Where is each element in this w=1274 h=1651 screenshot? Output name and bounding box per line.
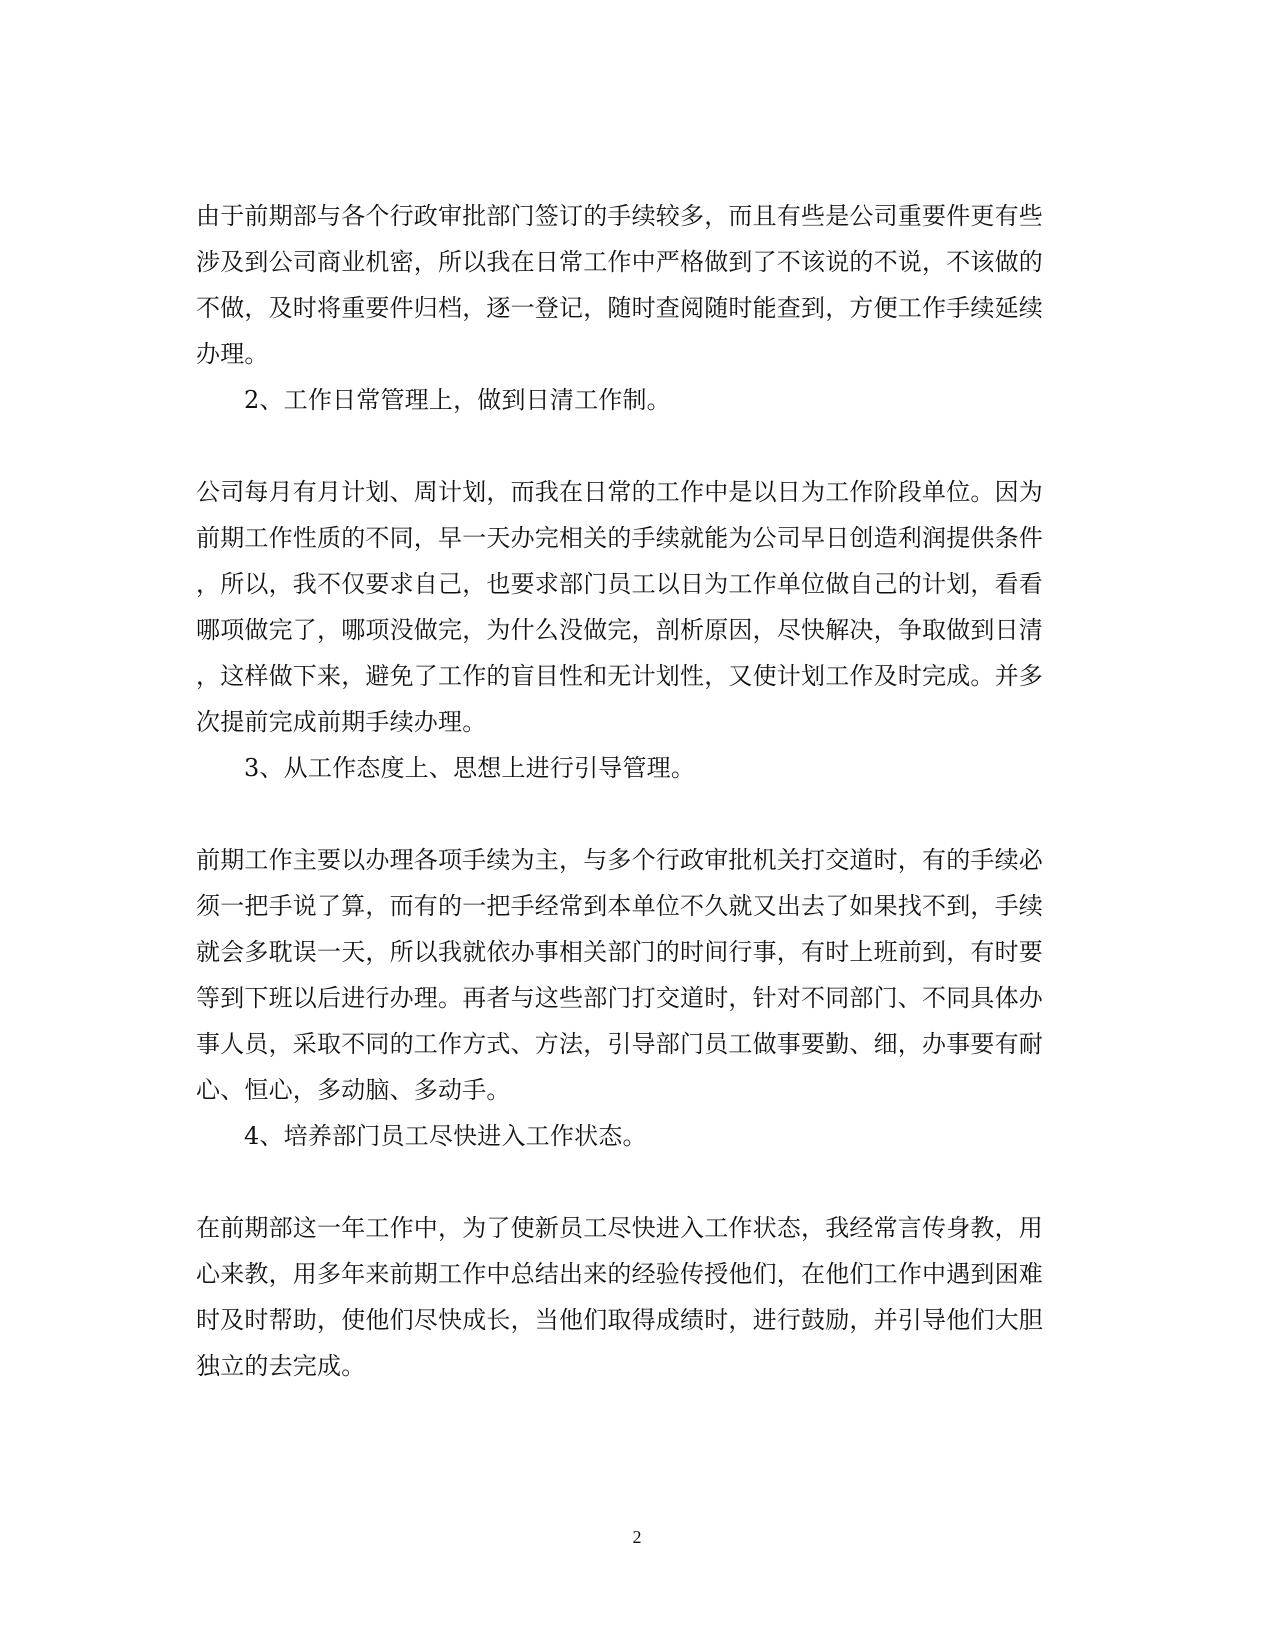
body-text-line: 事人员，采取不同的工作方式、方法，引导部门员工做事要勤、细，办事要有耐 [196,1030,1043,1058]
body-text-line: 公司每月有月计划、周计划，而我在日常的工作中是以日为工作阶段单位。因为 [196,478,1043,506]
body-text-line: 心、恒心，多动脑、多动手。 [196,1076,511,1104]
body-text-line: 独立的去完成。 [196,1352,366,1380]
body-text-line: 须一把手说了算，而有的一把手经常到本单位不久就又出去了如果找不到，手续 [196,892,1043,920]
page-number: 2 [632,1527,642,1547]
body-text-line: 前期工作主要以办理各项手续为主，与多个行政审批机关打交道时，有的手续必 [196,846,1043,874]
body-text-line: 心来教，用多年来前期工作中总结出来的经验传授他们，在他们工作中遇到困难 [196,1260,1043,1288]
body-text-line: 次提前完成前期手续办理。 [196,708,487,736]
body-text-line: ，这样做下来，避免了工作的盲目性和无计划性，又使计划工作及时完成。并多 [196,662,1043,690]
body-text-line: ，所以，我不仅要求自己，也要求部门员工以日为工作单位做自己的计划，看看 [196,570,1043,598]
body-text-line: 前期工作性质的不同，早一天办完相关的手续就能为公司早日创造利润提供条件 [196,524,1043,552]
body-text-line: 就会多耽误一天，所以我就依办事相关部门的时间行事，有时上班前到，有时要 [196,938,1043,966]
section-heading: 4、培养部门员工尽快进入工作状态。 [244,1122,647,1150]
body-text-line: 等到下班以后进行办理。再者与这些部门打交道时，针对不同部门、不同具体办 [196,984,1043,1012]
body-text-line: 哪项做完了，哪项没做完，为什么没做完，剖析原因，尽快解决，争取做到日清 [196,616,1043,644]
body-text-line: 由于前期部与各个行政审批部门签订的手续较多，而且有些是公司重要件更有些 [196,202,1043,230]
body-text-line: 不做，及时将重要件归档，逐一登记，随时查阅随时能查到，方便工作手续延续 [196,294,1043,322]
body-text-line: 在前期部这一年工作中，为了使新员工尽快进入工作状态，我经常言传身教，用 [196,1214,1043,1242]
section-heading: 3、从工作态度上、思想上进行引导管理。 [244,754,696,782]
body-text-line: 时及时帮助，使他们尽快成长，当他们取得成绩时，进行鼓励，并引导他们大胆 [196,1306,1043,1334]
body-text-line: 涉及到公司商业机密，所以我在日常工作中严格做到了不该说的不说，不该做的 [196,248,1043,276]
body-text-line: 办理。 [196,340,269,368]
section-heading: 2、工作日常管理上，做到日清工作制。 [244,386,671,414]
